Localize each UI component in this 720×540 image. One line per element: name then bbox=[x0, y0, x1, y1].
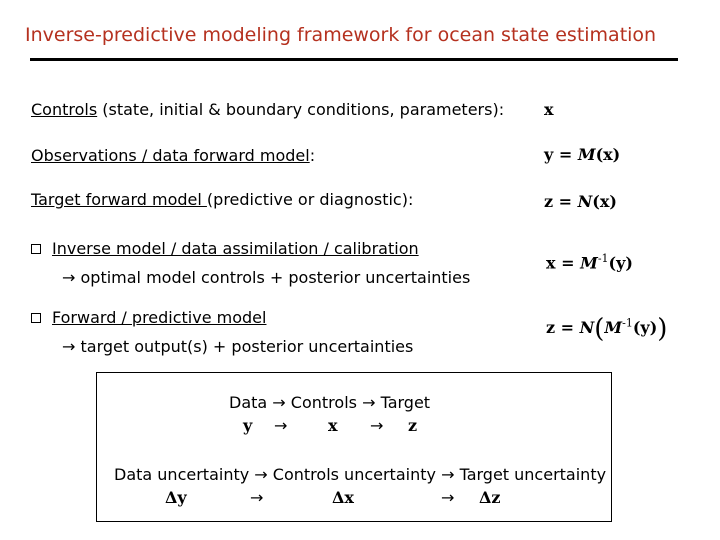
flow-data-uncertainty-label: Data uncertainty bbox=[114, 465, 250, 484]
flow-delta-x-symbol: Δx bbox=[332, 488, 354, 507]
forward-equation bbox=[546, 314, 667, 344]
inverse-eq-lhs: x bbox=[546, 253, 556, 273]
obs-eq-function: M bbox=[577, 145, 596, 164]
target-description: (predictive or diagnostic): bbox=[206, 190, 414, 209]
flow-controls-label: Controls bbox=[290, 393, 357, 412]
observations-equation bbox=[544, 145, 620, 164]
inverse-equation bbox=[546, 252, 633, 272]
inverse-eq-superscript: -1 bbox=[597, 252, 609, 265]
obs-eq-argument: (x) bbox=[595, 145, 621, 164]
forward-eq-close-paren: ) bbox=[657, 314, 668, 344]
page-title: Inverse-predictive modeling framework for ocean state estimation bbox=[25, 24, 657, 46]
target-eq-function: N bbox=[577, 192, 593, 211]
arrow-icon: → bbox=[441, 465, 455, 484]
inverse-eq-argument: (y) bbox=[608, 253, 633, 273]
forward-sub bbox=[62, 337, 413, 356]
observations-colon: : bbox=[309, 146, 316, 165]
controls-label: Controls bbox=[31, 100, 98, 119]
forward-eq-function: N bbox=[579, 318, 595, 337]
observations-label: Observations / data forward model bbox=[31, 146, 310, 165]
forward-eq-lhs: z bbox=[546, 318, 556, 337]
target-equation bbox=[544, 192, 617, 211]
controls-row bbox=[31, 100, 504, 119]
inverse-label: Inverse model / data assimilation / calibration bbox=[52, 239, 419, 258]
arrow-icon: → bbox=[274, 416, 288, 435]
arrow-icon: → bbox=[272, 393, 286, 412]
flow-x-symbol: x bbox=[328, 416, 338, 435]
flow-target-uncertainty-label: Target uncertainty bbox=[459, 465, 607, 484]
arrow-icon: → bbox=[62, 337, 76, 356]
flow-z-symbol: z bbox=[408, 416, 418, 435]
inverse-row bbox=[31, 239, 419, 258]
inverse-eq-equals: = bbox=[555, 253, 581, 273]
flow-y-symbol: y bbox=[243, 416, 253, 435]
inverse-sub bbox=[62, 268, 470, 287]
checkbox-bullet-icon bbox=[31, 244, 41, 254]
title-divider bbox=[30, 58, 678, 61]
inverse-eq-function: M bbox=[580, 253, 598, 273]
controls-description: (state, initial & boundary conditions, parameters): bbox=[97, 100, 505, 119]
target-label: Target forward model bbox=[31, 190, 207, 209]
flow-line-data bbox=[229, 393, 430, 412]
forward-row bbox=[31, 308, 266, 327]
forward-eq-superscript: -1 bbox=[622, 316, 633, 330]
obs-eq-equals: = bbox=[553, 145, 578, 164]
arrow-icon: → bbox=[441, 488, 455, 507]
arrow-icon: → bbox=[370, 416, 384, 435]
observations-row bbox=[31, 146, 315, 165]
target-eq-lhs: z bbox=[544, 192, 554, 211]
forward-label: Forward / predictive model bbox=[52, 308, 267, 327]
forward-sub-text: target output(s) + posterior uncertainties bbox=[80, 337, 414, 356]
forward-eq-argument: (y) bbox=[632, 318, 658, 337]
flow-controls-uncertainty-label: Controls uncertainty bbox=[272, 465, 436, 484]
forward-eq-equals: = bbox=[555, 318, 580, 337]
forward-eq-open-paren: ( bbox=[594, 314, 605, 344]
flow-delta-z-symbol: Δz bbox=[479, 488, 501, 507]
arrow-icon: → bbox=[362, 393, 376, 412]
target-eq-equals: = bbox=[553, 192, 578, 211]
target-row bbox=[31, 190, 413, 209]
flow-target-label: Target bbox=[380, 393, 431, 412]
checkbox-bullet-icon bbox=[31, 313, 41, 323]
flow-delta-y-symbol: Δy bbox=[165, 488, 187, 507]
target-eq-argument: (x) bbox=[592, 192, 617, 211]
arrow-icon: → bbox=[254, 465, 268, 484]
obs-eq-lhs: y bbox=[544, 145, 554, 164]
arrow-icon: → bbox=[62, 268, 76, 287]
controls-symbol: x bbox=[544, 100, 554, 119]
arrow-icon: → bbox=[250, 488, 264, 507]
flow-line-uncertainty bbox=[114, 465, 606, 484]
flow-data-label: Data bbox=[229, 393, 268, 412]
forward-eq-inner-function: M bbox=[604, 318, 623, 337]
inverse-sub-text: optimal model controls + posterior uncertainties bbox=[80, 268, 471, 287]
